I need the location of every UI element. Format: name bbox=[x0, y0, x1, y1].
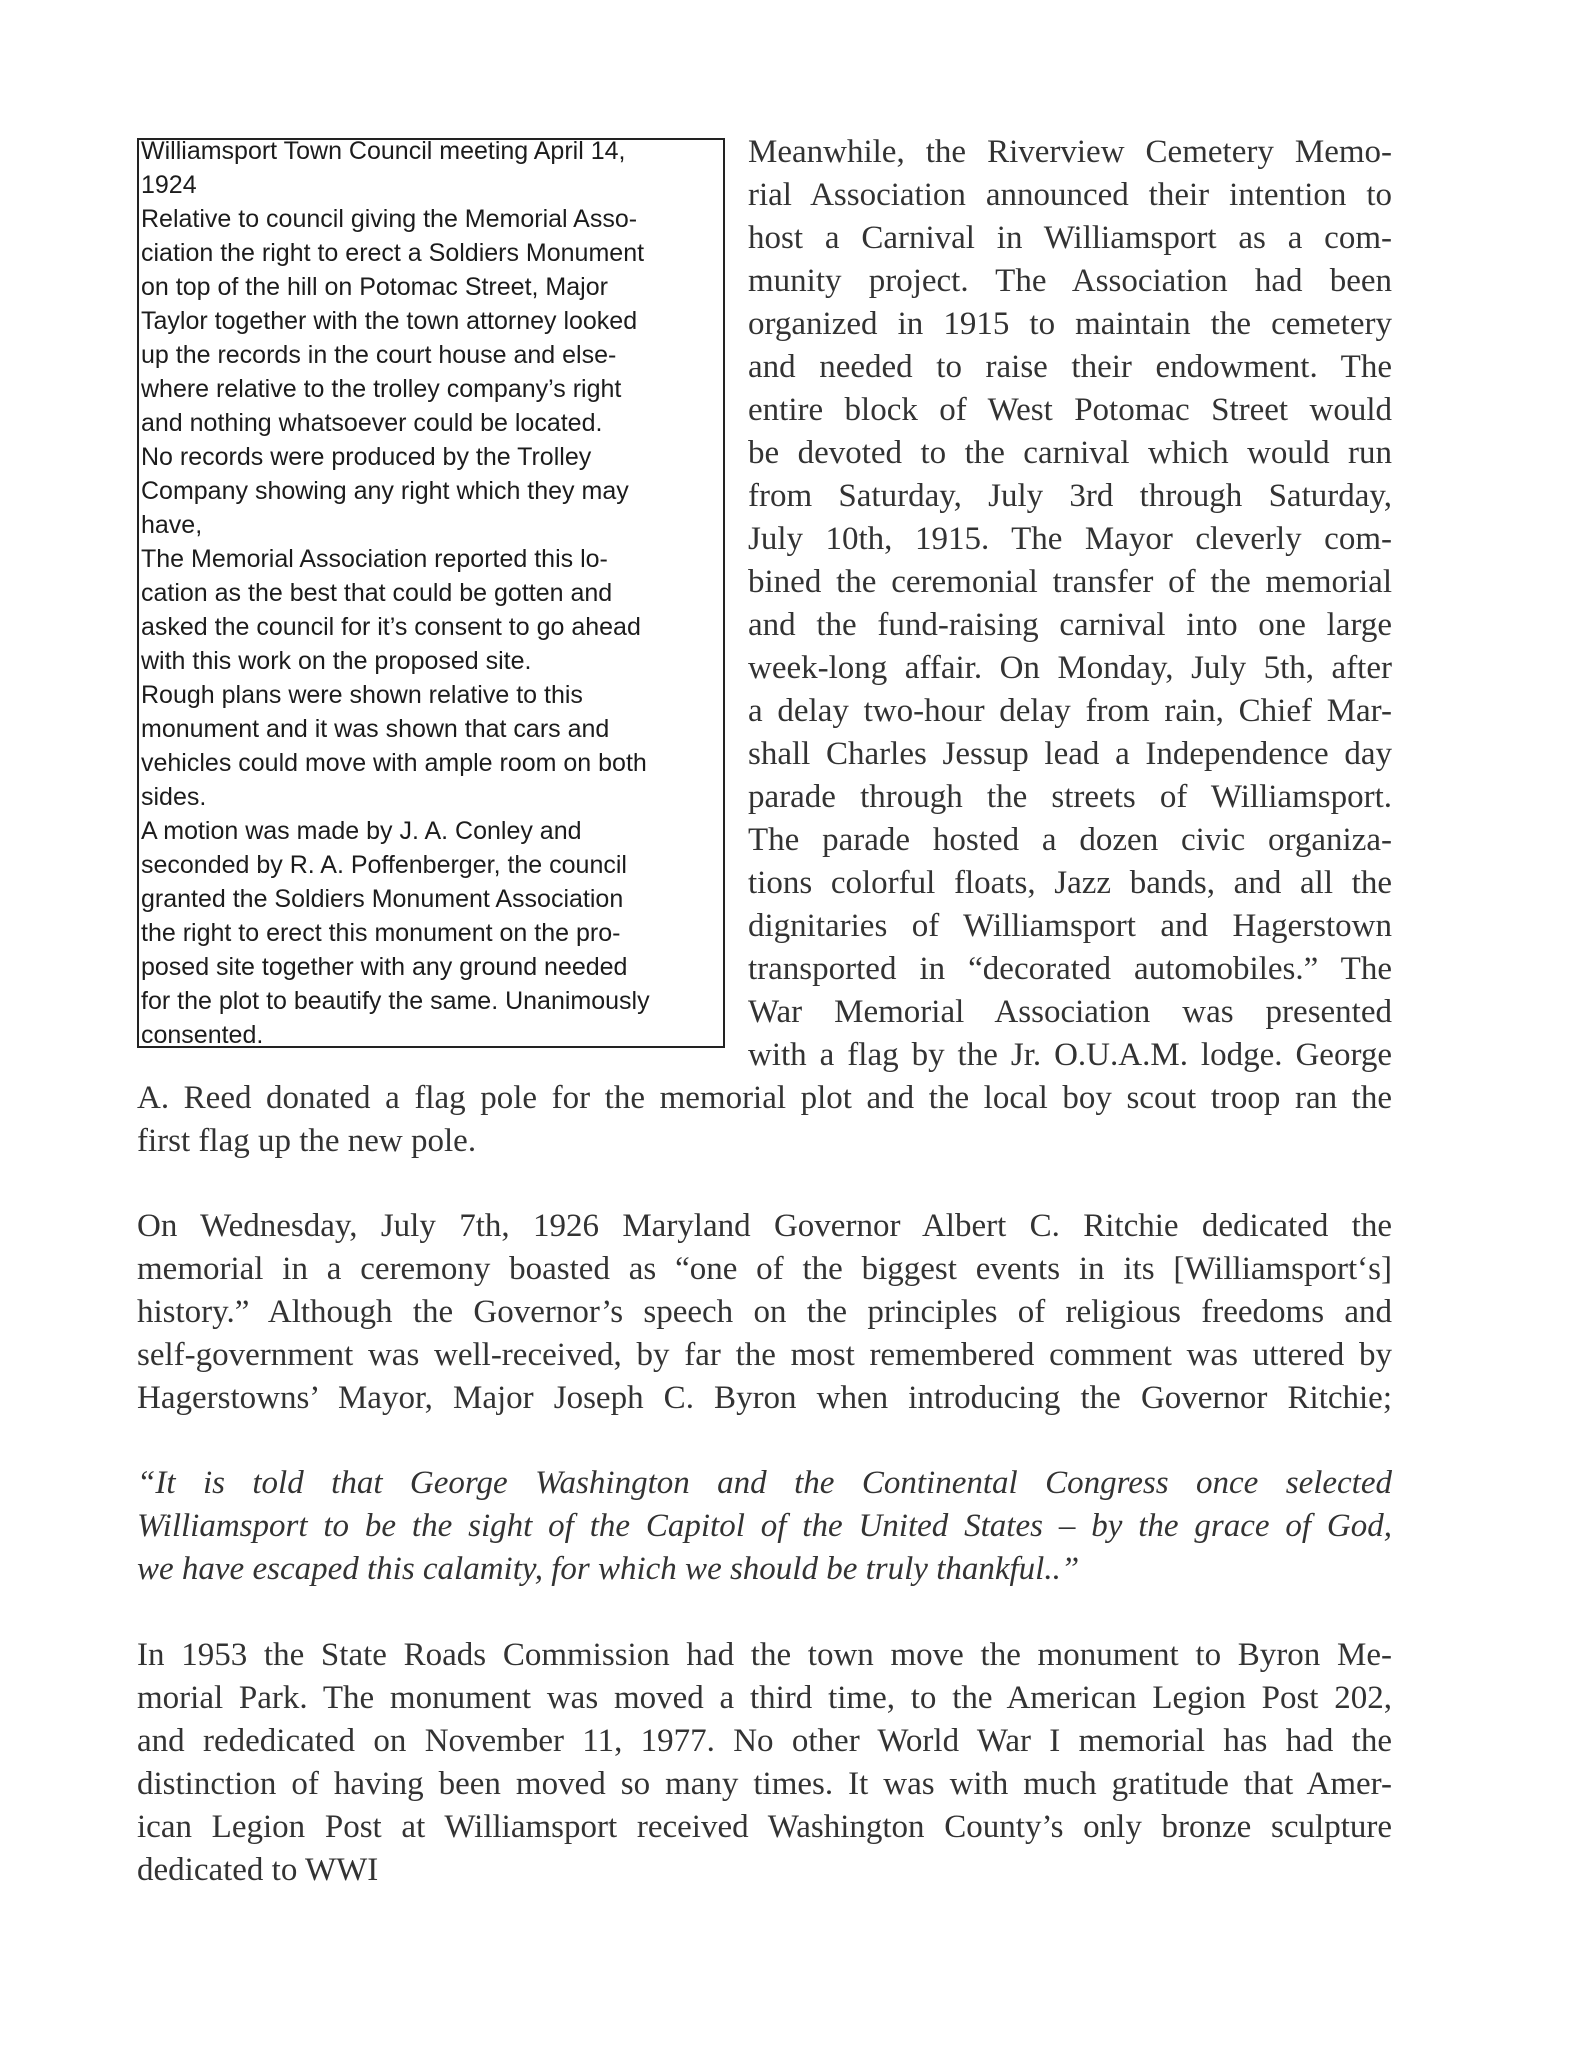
text-line: tions colorful floats, Jazz bands, and all the bbox=[748, 865, 1392, 901]
sidebar-line: with this work on the proposed site. bbox=[141, 647, 532, 675]
text-line: rial Association announced their intention to bbox=[748, 177, 1392, 213]
sidebar-line: posed site together with any ground needed bbox=[141, 953, 628, 981]
text-line: dedicated to WWI bbox=[137, 1852, 379, 1888]
sidebar-line: ciation the right to erect a Soldiers Monument bbox=[141, 239, 645, 267]
text-line: transported in “decorated automobiles.” The bbox=[748, 951, 1392, 987]
text-line: The parade hosted a dozen civic organiza- bbox=[748, 822, 1392, 858]
text-line: and rededicated on November 11, 1977. No other World War I memorial has had the bbox=[137, 1723, 1392, 1759]
text-line: history.” Although the Governor’s speech on the principles of religious freedoms and bbox=[137, 1294, 1392, 1330]
sidebar-line: cation as the best that could be gotten and bbox=[141, 579, 613, 607]
sidebar-line: The Memorial Association reported this lo- bbox=[141, 545, 608, 573]
sidebar-line: granted the Soldiers Monument Association bbox=[141, 885, 624, 913]
text-line: bined the ceremonial transfer of the memorial bbox=[748, 564, 1392, 600]
sidebar-line: the right to erect this monument on the pro- bbox=[141, 919, 621, 947]
text-line: dignitaries of Williamsport and Hagerstown bbox=[748, 908, 1392, 944]
text-line: memorial in a ceremony boasted as “one of the biggest events in its [Williamsport‘s] bbox=[137, 1251, 1392, 1287]
text-line: shall Charles Jessup lead a Independence day bbox=[748, 736, 1392, 772]
text-line: July 10th, 1915. The Mayor cleverly com- bbox=[748, 521, 1392, 557]
sidebar-line: up the records in the court house and else- bbox=[141, 341, 617, 369]
text-line: host a Carnival in Williamsport as a com- bbox=[748, 220, 1392, 256]
text-line: ican Legion Post at Williamsport received Washington County’s only bronze sculpture bbox=[137, 1809, 1392, 1845]
text-line: In 1953 the State Roads Commission had the town move the monument to Byron Me- bbox=[137, 1637, 1392, 1673]
sidebar-line: asked the council for it’s consent to go ahead bbox=[141, 613, 641, 641]
text-line: entire block of West Potomac Street would bbox=[748, 392, 1392, 428]
text-line: be devoted to the carnival which would run bbox=[748, 435, 1392, 471]
sidebar-line: for the plot to beautify the same. Unanimously bbox=[141, 987, 650, 1015]
text-line: a delay two-hour delay from rain, Chief Mar- bbox=[748, 693, 1392, 729]
sidebar-line: and nothing whatsoever could be located. bbox=[141, 409, 603, 437]
text-line: organized in 1915 to maintain the cemetery bbox=[748, 306, 1392, 342]
text-line: parade through the streets of Williamsport. bbox=[748, 779, 1392, 815]
text-line: with a flag by the Jr. O.U.A.M. lodge. George bbox=[748, 1037, 1392, 1073]
sidebar-line: monument and it was shown that cars and bbox=[141, 715, 610, 743]
text-line: distinction of having been moved so many times. It was with much gratitude that Amer- bbox=[137, 1766, 1392, 1802]
quote-line: “It is told that George Washington and the Continental Congress once selected bbox=[137, 1465, 1392, 1501]
sidebar-line: where relative to the trolley company’s right bbox=[141, 375, 622, 403]
text-line: munity project. The Association had been bbox=[748, 263, 1392, 299]
text-line: morial Park. The monument was moved a third time, to the American Legion Post 202, bbox=[137, 1680, 1392, 1716]
text-line: Meanwhile, the Riverview Cemetery Memo- bbox=[748, 134, 1392, 170]
sidebar-line: sides. bbox=[141, 783, 207, 811]
sidebar-line: Rough plans were shown relative to this bbox=[141, 681, 583, 709]
text-line: On Wednesday, July 7th, 1926 Maryland Governor Albert C. Ritchie dedicated the bbox=[137, 1208, 1392, 1244]
quote-line: Williamsport to be the sight of the Capitol of the United States – by the grace of God, bbox=[137, 1508, 1392, 1544]
text-line: War Memorial Association was presented bbox=[748, 994, 1392, 1030]
text-line: self-government was well-received, by far the most remembered comment was uttered by bbox=[137, 1337, 1392, 1373]
text-line: and the fund-raising carnival into one large bbox=[748, 607, 1392, 643]
sidebar-line: on top of the hill on Potomac Street, Major bbox=[141, 273, 608, 301]
sidebar-line: Williamsport Town Council meeting April 14, bbox=[141, 138, 626, 165]
sidebar-line: 1924 bbox=[141, 171, 197, 199]
text-line: Hagerstowns’ Mayor, Major Joseph C. Byron when introducing the Governor Ritchie; bbox=[137, 1380, 1392, 1416]
sidebar-line: have, bbox=[141, 511, 203, 539]
sidebar-line: vehicles could move with ample room on both bbox=[141, 749, 647, 777]
sidebar-line: consented. bbox=[141, 1021, 264, 1048]
text-line: from Saturday, July 3rd through Saturday, bbox=[748, 478, 1392, 514]
sidebar-line: Company showing any right which they may bbox=[141, 477, 629, 505]
quote-line: we have escaped this calamity, for which we should be truly thankful..” bbox=[137, 1551, 1080, 1587]
text-line: first flag up the new pole. bbox=[137, 1123, 477, 1159]
council-minutes-sidebar bbox=[137, 138, 725, 1048]
text-line: A. Reed donated a flag pole for the memorial plot and the local boy scout troop ran the bbox=[137, 1080, 1392, 1116]
sidebar-line: A motion was made by J. A. Conley and bbox=[141, 817, 582, 845]
sidebar-line: No records were produced by the Trolley bbox=[141, 443, 592, 471]
sidebar-line: Relative to council giving the Memorial Asso- bbox=[141, 205, 638, 233]
sidebar-line: seconded by R. A. Poffenberger, the council bbox=[141, 851, 627, 879]
sidebar-line: Taylor together with the town attorney looked bbox=[141, 307, 638, 335]
text-line: and needed to raise their endowment. The bbox=[748, 349, 1392, 385]
text-line: week-long affair. On Monday, July 5th, after bbox=[748, 650, 1392, 686]
